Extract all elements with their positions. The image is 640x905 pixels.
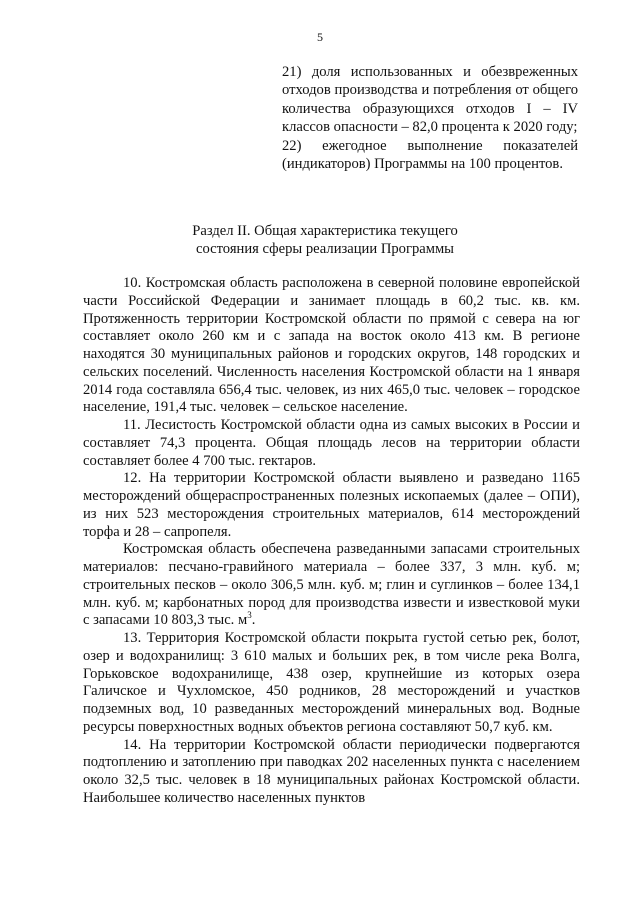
page-number: 5 xyxy=(317,30,323,44)
unit-superscript: 3 xyxy=(247,610,252,621)
paragraph-text: Костромская область обеспечена разведанными запасами строительных материалов: песчано-гравийного материала – более 337, 3 млн. куб. м; строительных песков – около 306,5 млн. куб. м; глин и суглинков – более 134,1 млн. куб. м; карбонатных пород для производства извести и известковой муки с запасами 10 803,3 тыс. м xyxy=(83,541,580,629)
paragraph: 10. Костромская область расположена в северной половине европейской части Российской Федерации и занимает площадь в 60,2 тыс. кв. км. Протяженность территории Костромской области по прямой с севера на юг составляет около 260 км и с запада на восток около 413 км. В регионе находятся 30 муниципальных районов и городских округов, 148 городских и сельских поселений. Численность населения Костромской области на 1 января 2014 года составляла 656,4 тыс. человек, из них 465,0 тыс. человек – городское население, 191,4 тыс. человек – сельское население. xyxy=(83,275,580,416)
section-heading-line: Раздел II. Общая характеристика текущего xyxy=(192,223,458,239)
paragraph: 12. На территории Костромской области выявлено и разведано 1165 месторождений общераспространенных полезных ископаемых (далее – ОПИ), из них 523 месторождения строительных материалов, 614 месторождений торфа и 28 – сапропеля. xyxy=(83,470,580,540)
section-heading-line: состояния сферы реализации Программы xyxy=(196,241,454,258)
list-item: 21) доля использованных и обезвреженных отходов производства и потребления от общего количества образующихся отходов I – IV классов опасности – 82,0 процента к 2020 году; xyxy=(282,64,578,136)
section-heading xyxy=(0,222,640,259)
paragraph-end: . xyxy=(251,612,256,629)
section-body xyxy=(83,275,580,808)
paragraph: 13. Территория Костромской области покрыта густой сетью рек, болот, озер и водохранилищ: 3 610 малых и больших рек, в том числе река Волга, Горьковское водохранилище, 438 озер, крупнейшие из которых озера Галичское и Чухломское, 450 родников, 28 месторождений и участков подземных вод, 10 разведанных месторождений минеральных вод. Водные ресурсы поверхностных водных объектов региона составляют 50,7 куб. км. xyxy=(83,630,580,735)
list-item: 22) ежегодное выполнение показателей (индикаторов) Программы на 100 процентов. xyxy=(282,137,578,173)
paragraph: 11. Лесистость Костромской области одна из самых высоких в России и составляет 74,3 процента. Общая площадь лесов на территории области составляет более 4 700 тыс. гектаров. xyxy=(83,417,580,469)
goals-list-continuation xyxy=(282,63,578,173)
paragraph xyxy=(83,541,580,630)
paragraph: 14. На территории Костромской области периодически подвергаются подтоплению и затоплению при паводках 202 населенных пункта с населением около 32,5 тыс. человек в 18 муниципальных районах Костромской области. Наибольшее количество населенных пунктов xyxy=(83,736,580,806)
